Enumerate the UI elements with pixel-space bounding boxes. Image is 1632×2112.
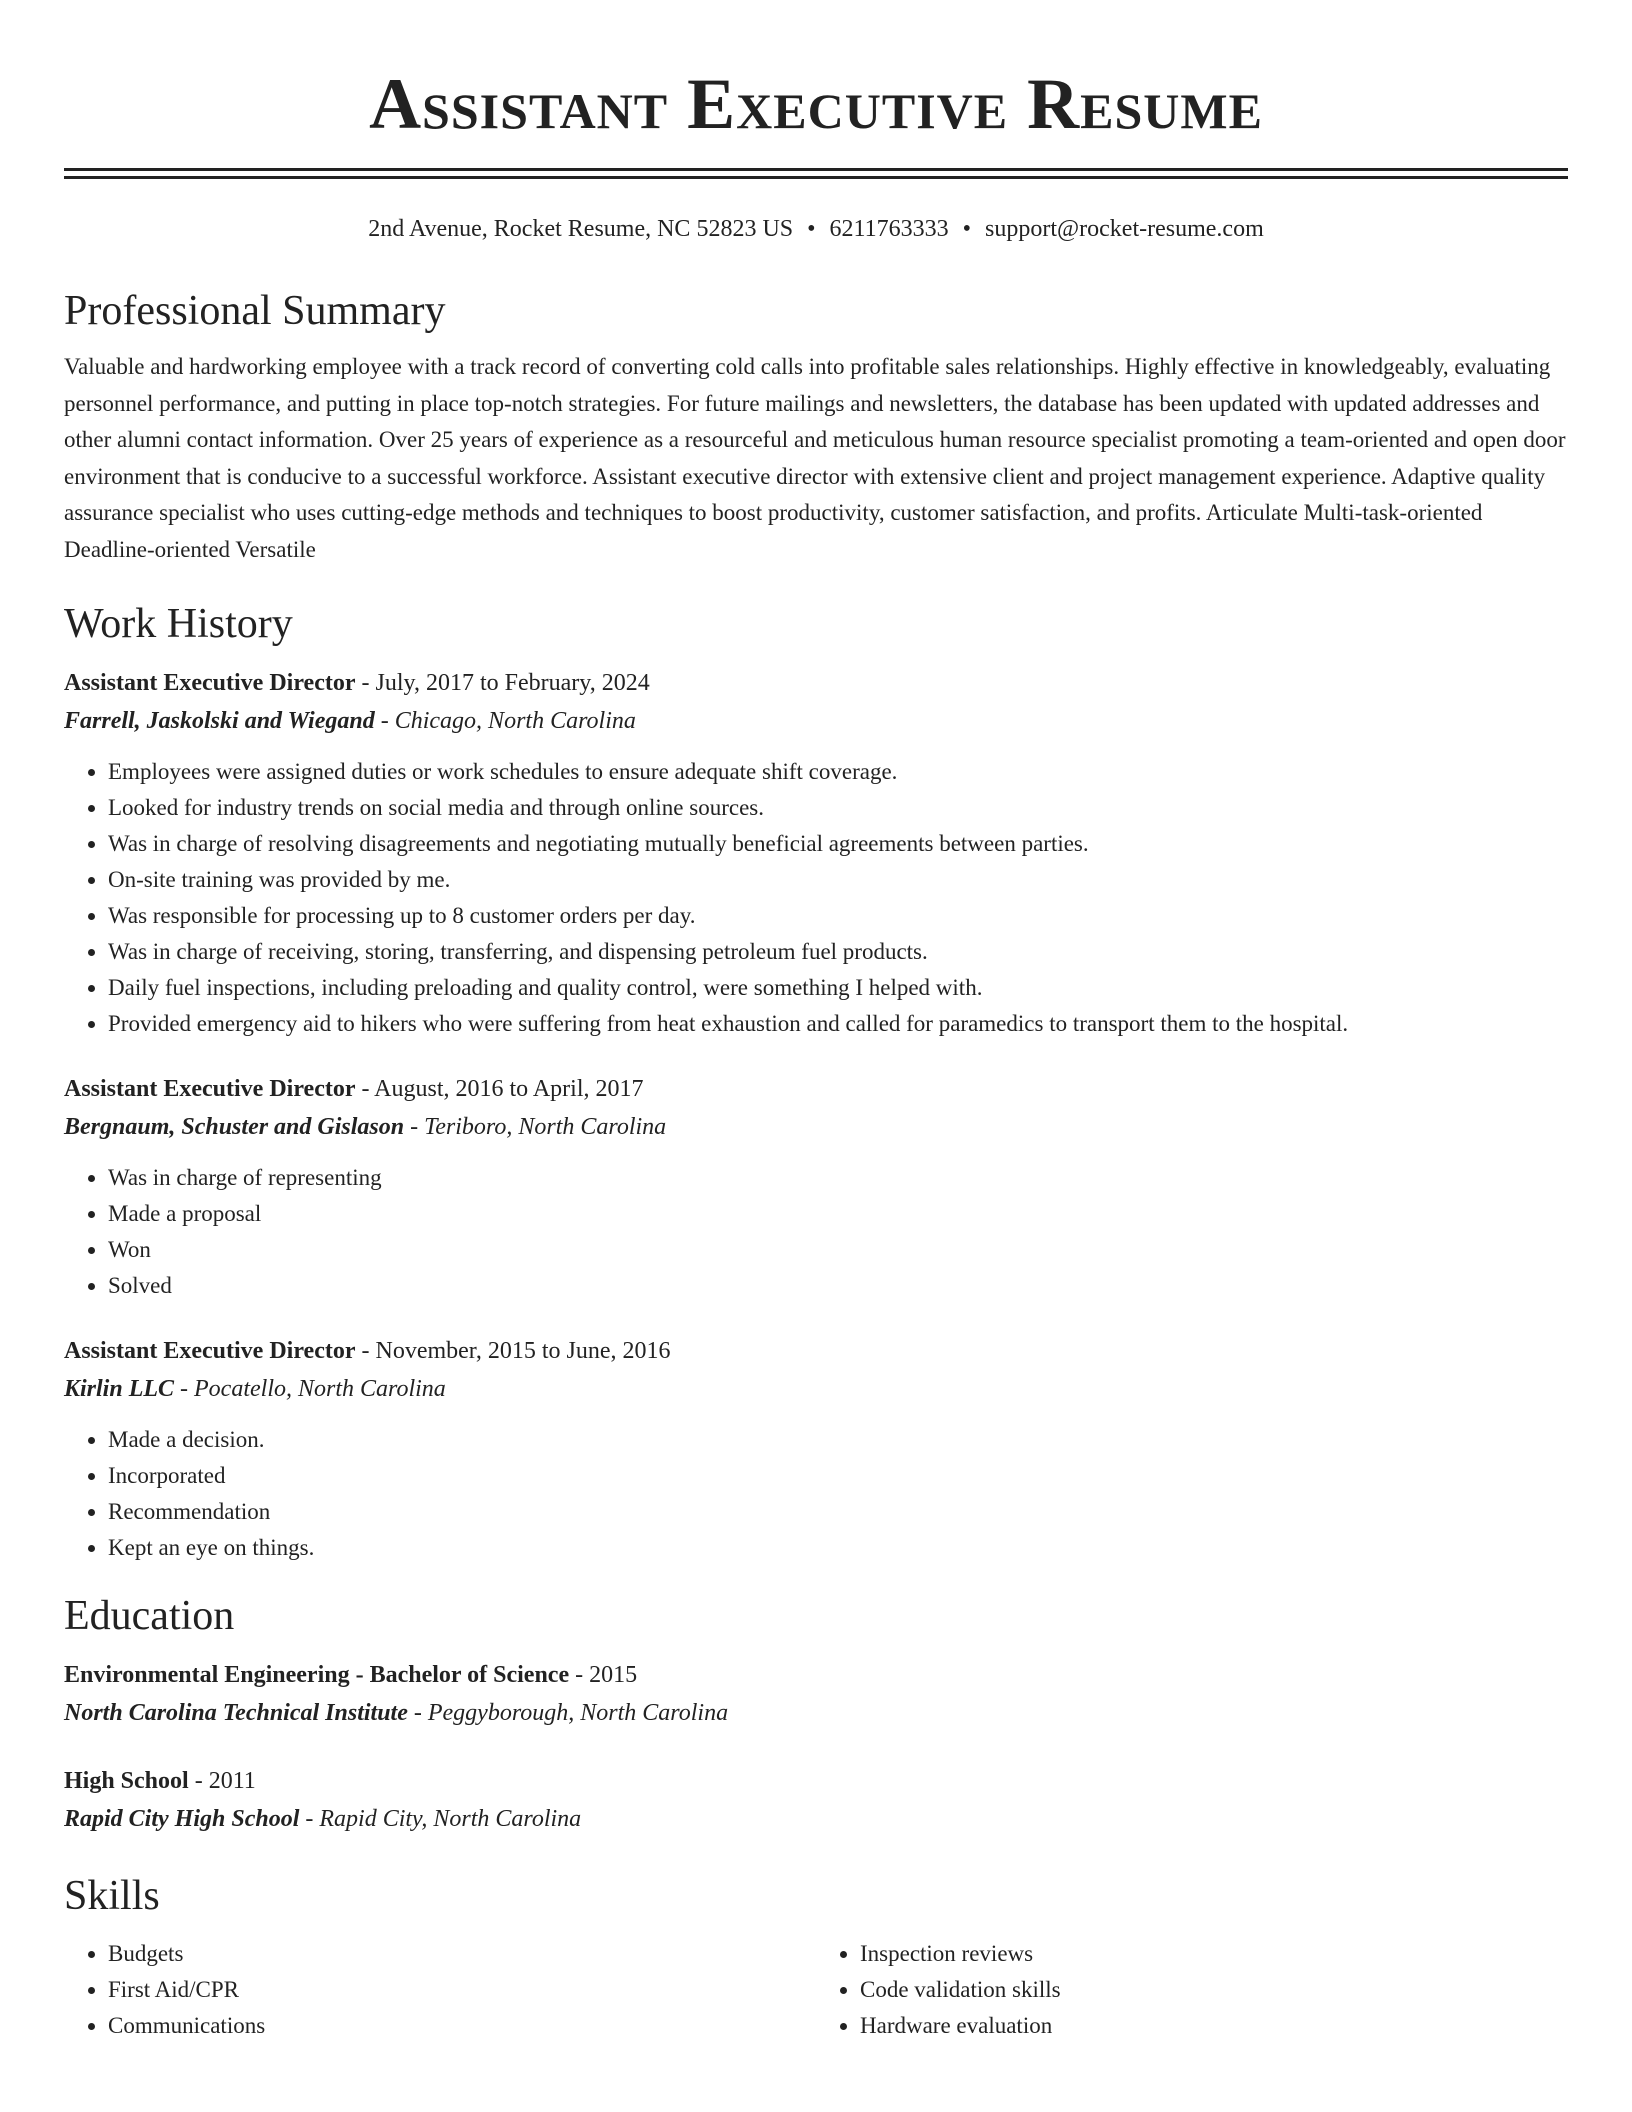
education-school: Rapid City High School <box>64 1806 300 1832</box>
contact-separator: • <box>807 216 816 242</box>
education-school-line <box>64 1800 1568 1838</box>
contact-line <box>64 213 1568 245</box>
list-item: • Was responsible for processing up to 8 customer orders per day. <box>108 898 1568 934</box>
job-company: Bergnaum, Schuster and Gislason <box>64 1114 405 1140</box>
work-history-heading: Work History <box>64 601 293 647</box>
job-title: Assistant Executive Director <box>64 1338 356 1364</box>
list-item: • Incorporated <box>108 1458 1568 1494</box>
education-year: - 2011 <box>188 1768 256 1794</box>
job-title-line <box>64 1332 1568 1370</box>
job-title: Assistant Executive Director <box>64 670 356 696</box>
education-school-line <box>64 1694 1568 1732</box>
job-duties-list <box>64 1160 1568 1304</box>
skill-item: • First Aid/CPR <box>108 1972 816 2008</box>
job-company: Kirlin LLC <box>64 1376 175 1402</box>
skill-item: • Hardware evaluation <box>860 2008 1568 2044</box>
education-school: North Carolina Technical Institute <box>64 1700 408 1726</box>
skill-item: • Code validation skills <box>860 1972 1568 2008</box>
list-item: • Looked for industry trends on social media and through online sources. <box>108 790 1568 826</box>
job-dates: - August, 2016 to April, 2017 <box>355 1076 644 1102</box>
contact-phone: 6211763333 <box>829 216 949 242</box>
job-title-line <box>64 1070 1568 1108</box>
list-item: • Kept an eye on things. <box>108 1530 1568 1566</box>
job-location: - Chicago, North Carolina <box>374 708 636 734</box>
job-title-line <box>64 664 1568 702</box>
education-degree-line <box>64 1762 1568 1800</box>
job-title: Assistant Executive Director <box>64 1076 356 1102</box>
skill-item: • Budgets <box>108 1936 816 1972</box>
job-dates: - July, 2017 to February, 2024 <box>355 670 650 696</box>
list-item: • Was in charge of resolving disagreements and negotiating mutually beneficial agreements between parties. <box>108 826 1568 862</box>
education-degree: Environmental Engineering - Bachelor of Science <box>64 1662 570 1688</box>
skills-columns <box>64 1936 1568 2044</box>
education-location: - Rapid City, North Carolina <box>299 1806 582 1832</box>
list-item: • Employees were assigned duties or work schedules to ensure adequate shift coverage. <box>108 754 1568 790</box>
list-item: • Daily fuel inspections, including preloading and quality control, were something I helped with. <box>108 970 1568 1006</box>
skills-list-left <box>64 1936 816 2044</box>
list-item: • Recommendation <box>108 1494 1568 1530</box>
education-heading: Education <box>64 1593 235 1639</box>
job-company-line <box>64 702 1568 740</box>
resume-title: Assistant Executive Resume <box>369 64 1263 144</box>
job-location: - Teriboro, North Carolina <box>404 1114 667 1140</box>
education-entry <box>64 1656 1568 1732</box>
job-entry <box>64 1332 1568 1566</box>
title-double-rule <box>64 168 1568 179</box>
list-item: • Won <box>108 1232 1568 1268</box>
summary-heading: Professional Summary <box>64 288 446 334</box>
job-location: - Pocatello, North Carolina <box>174 1376 446 1402</box>
job-entry <box>64 1070 1568 1304</box>
education-degree: High School <box>64 1768 189 1794</box>
job-entry <box>64 664 1568 1042</box>
job-company-line <box>64 1108 1568 1146</box>
education-entry <box>64 1762 1568 1838</box>
contact-address: 2nd Avenue, Rocket Resume, NC 52823 US <box>368 216 794 242</box>
job-duties-list <box>64 754 1568 1042</box>
skill-item: • Communications <box>108 2008 816 2044</box>
education-location: - Peggyborough, North Carolina <box>407 1700 729 1726</box>
contact-separator: • <box>962 216 972 242</box>
list-item: • Was in charge of representing <box>108 1160 1568 1196</box>
job-dates: - November, 2015 to June, 2016 <box>355 1338 671 1364</box>
summary-text: Valuable and hardworking employee with a track record of converting cold calls into profitable sales relationships. Highly effective in knowledgeably, evaluating personnel performance, and putting in place top-notch strategies. For future mailings and newsletters, the database has been updated with updated addresses and other alumni contact information. Over 25 years of experience as a resourceful and meticulous human resource specialist promoting a team-oriented and open door environment that is conducive to a successful workforce. Assistant executive director with extensive client and project management experience. Adaptive quality assurance specialist who uses cutting-edge methods and techniques to boost productivity, customer satisfaction, and profits. Articulate Multi-task-oriented Deadline-oriented Versatile <box>64 354 1566 562</box>
list-item: • On-site training was provided by me. <box>108 862 1568 898</box>
list-item: • Provided emergency aid to hikers who were suffering from heat exhaustion and called for paramedics to transport them to the hospital. <box>108 1006 1568 1042</box>
skills-heading: Skills <box>64 1873 160 1919</box>
education-degree-line <box>64 1656 1568 1694</box>
skill-item: • Inspection reviews <box>860 1936 1568 1972</box>
list-item: • Made a proposal <box>108 1196 1568 1232</box>
list-item: • Made a decision. <box>108 1422 1568 1458</box>
skills-list-right <box>816 1936 1568 2044</box>
education-year: - 2015 <box>569 1662 638 1688</box>
list-item: • Solved <box>108 1268 1568 1304</box>
job-company-line <box>64 1370 1568 1408</box>
list-item: • Was in charge of receiving, storing, transferring, and dispensing petroleum fuel products. <box>108 934 1568 970</box>
contact-email: support@rocket-resume.com <box>985 216 1264 242</box>
job-duties-list <box>64 1422 1568 1566</box>
job-company: Farrell, Jaskolski and Wiegand <box>64 708 375 734</box>
